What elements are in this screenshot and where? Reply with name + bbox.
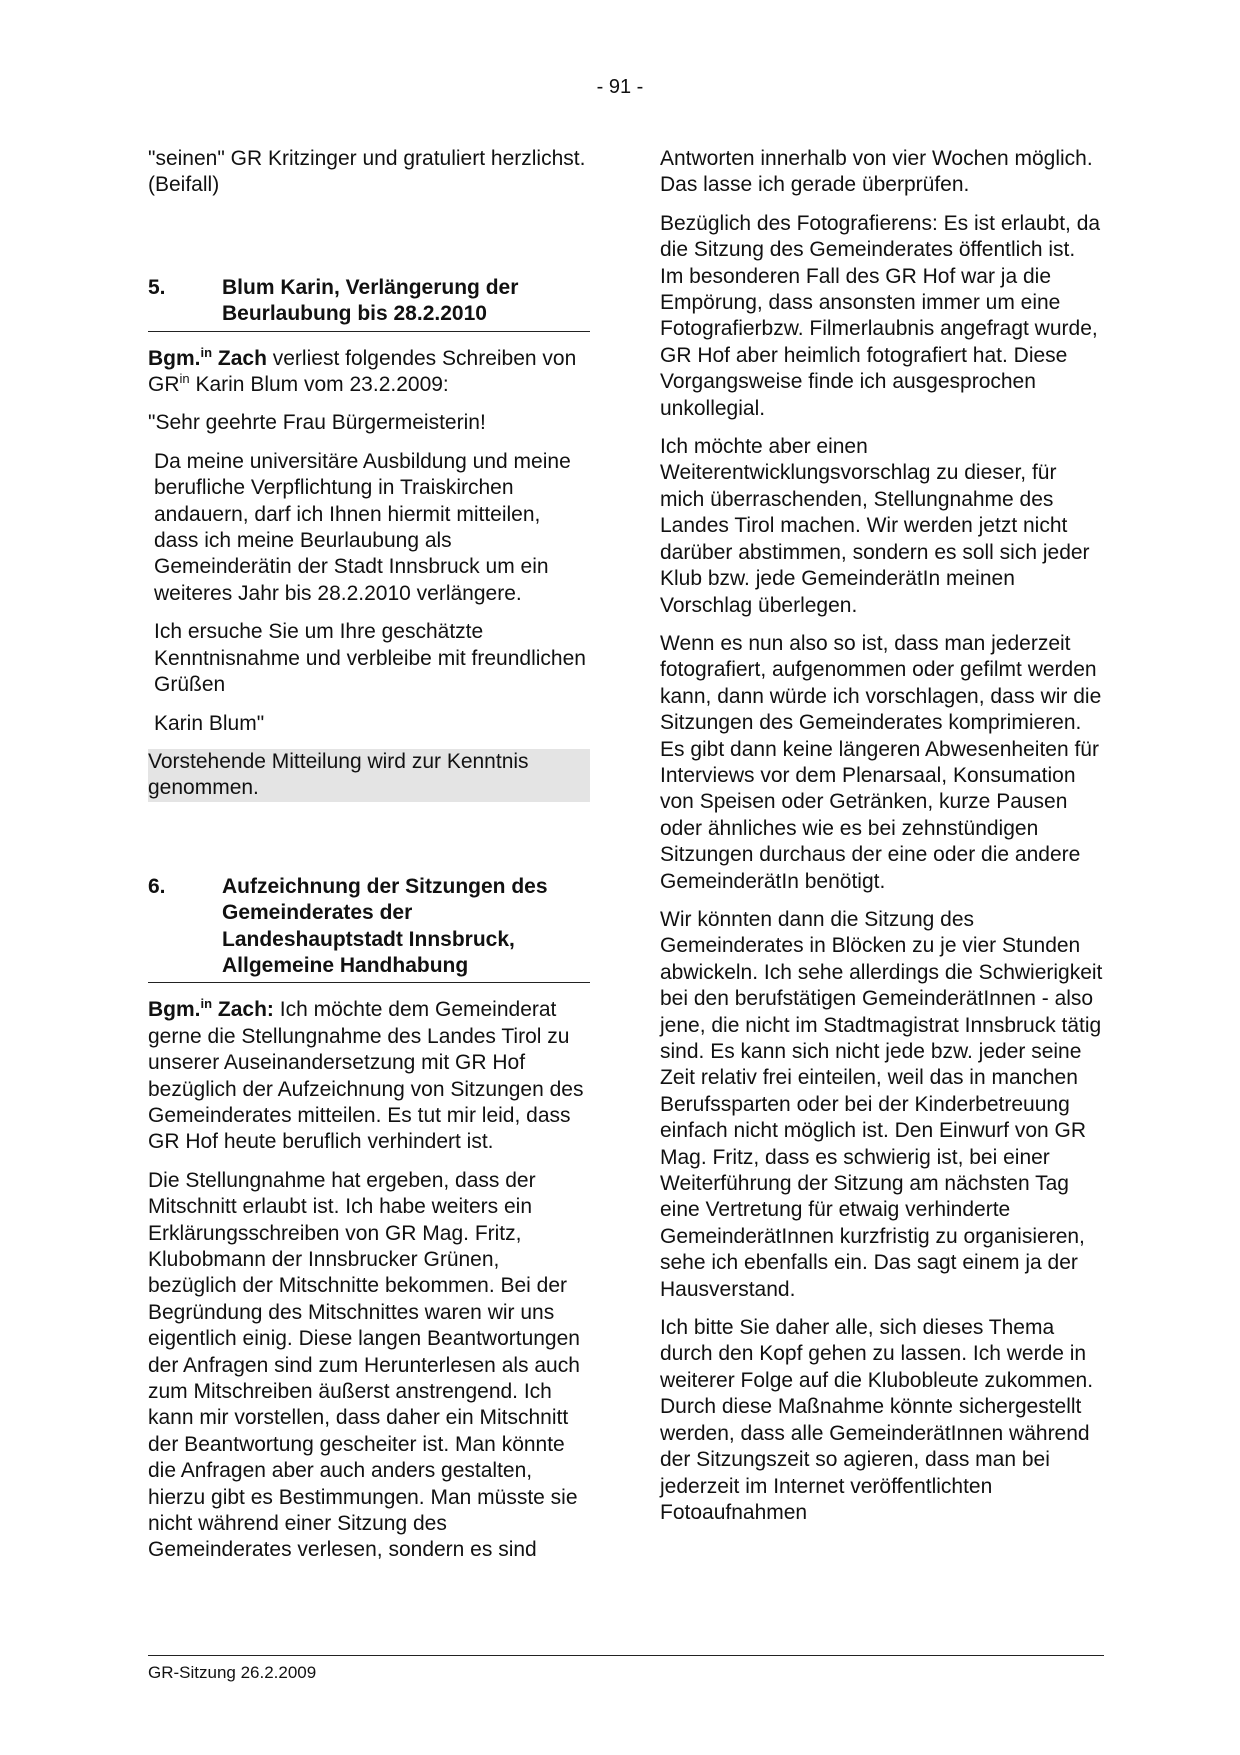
section-5-number: 5.	[148, 275, 166, 299]
speaker-name: Zach:	[217, 998, 274, 1022]
section-6-heading	[148, 874, 590, 984]
section-5-heading	[148, 275, 590, 332]
speaker-title-sup: in	[200, 996, 213, 1012]
letter-paragraph-1: Da meine universitäre Ausbildung und meine berufliche Verpflichtung in Traiskirchen andauern, darf ich Ihnen hiermit mitteilen, dass ich meine Beurlaubung als Gemeinderätin der Stadt Innsbruck um ein weiteres Jahr bis 28.2.2010 verlängere.	[154, 449, 571, 605]
speaker-title: Bgm.	[148, 998, 201, 1022]
speaker-title-sup: in	[200, 344, 213, 360]
speaker-text-b: Karin Blum vom 23.2.2009:	[189, 373, 449, 397]
intro-paragraph: "seinen" GR Kritzinger und gratuliert herzlichst. (Beifall)	[148, 147, 586, 197]
right-paragraph-2: Bezüglich des Fotografierens: Es ist erlaubt, da die Sitzung des Gemeinderates öffentlich ist. Im besonderen Fall des GR Hof war ja die Empörung, dass ansonsten immer um eine Fotografierbzw. Filmerlaubnis angefragt wurde, GR Hof aber heimlich fotografiert hat. Diese Vorgangsweise finde ich ausgesprochen unkollegial.	[660, 211, 1101, 420]
speaker-name: Zach	[217, 346, 267, 370]
section-6-paragraph-1	[148, 997, 590, 1155]
footer-divider	[148, 1655, 1104, 1656]
right-paragraph-5: Wir könnten dann die Sitzung des Gemeinderates in Blöcken zu je vier Stunden abwickeln. Ich sehe allerdings die Schwierigkeit bei den berufstätigen GemeinderätInnen - also jene, die nicht im Stadtmagistrat Innsbruck tätig sind. Es kann sich nicht jede bzw. jeder seine Zeit relativ frei einteilen, weil das in manchen Berufssparten oder bei der Kinderbetreuung einfach nicht möglich ist. Den Einwurf von GR Mag. Fritz, dass es schwierig ist, bei einer Weiterführung der Sitzung am nächsten Tag eine Vertretung für etwaig verhinderte GemeinderätInnen kurzfristig zu organisieren, sehe ich ebenfalls ein. Das sagt einem ja der Hausverstand.	[660, 907, 1103, 1301]
speaker-title: Bgm.	[148, 346, 201, 370]
right-column	[660, 146, 1104, 1538]
letter-signature: Karin Blum"	[154, 711, 265, 735]
section-5-title: Blum Karin, Verlängerung der Beurlaubung bis 28.2.2010	[222, 275, 519, 326]
section-6-paragraph-1-text: Ich möchte dem Gemeinderat gerne die Stellungnahme des Landes Tirol zu unserer Auseinandersetzung mit GR Hof bezüglich der Aufzeichnung von Sitzungen des Gemeinderates mitteilen. Es tut mir leid, dass GR Hof heute beruflich verhindert ist.	[148, 998, 584, 1154]
right-paragraph-1: Antworten innerhalb von vier Wochen möglich. Das lasse ich gerade überprüfen.	[660, 147, 1093, 197]
page-number: - 91 -	[596, 76, 644, 98]
right-paragraph-6: Ich bitte Sie daher alle, sich dieses Thema durch den Kopf gehen zu lassen. Ich werde in weiterer Folge auf die Klubobleute zukommen. Durch diese Maßnahme könnte sichergestellt werden, dass alle GemeinderätInnen während der Sitzungszeit so agieren, dass man bei jederzeit im Internet veröffentlichten Fotoaufnahmen	[660, 1316, 1094, 1524]
section-6-paragraph-2: Die Stellungnahme hat ergeben, dass der Mitschnitt erlaubt ist. Ich habe weiters ein Erklärungsschreiben von GR Mag. Fritz, Klubobmann der Innsbrucker Grünen, bezüglich der Mitschnitte bekommen. Bei der Begründung des Mitschnittes waren wir uns eigentlich einig. Diese langen Beantwortungen der Anfragen sind zum Herunterlesen als auch zum Mitschreiben äußerst anstrengend. Ich kann mir vorstellen, dass daher ein Mitschnitt der Beantwortung gescheiter ist. Man könnte die Anfragen aber auch anders gestalten, hierzu gibt es Bestimmungen. Man müsste sie nicht während einer Sitzung des Gemeinderates verlesen, sondern es sind	[148, 1168, 580, 1562]
left-column	[148, 146, 590, 1576]
right-paragraph-3: Ich möchte aber einen Weiterentwicklungsvorschlag zu dieser, für mich überraschenden, Stellungnahme des Landes Tirol machen. Wir werden jetzt nicht darüber abstimmen, sondern es soll sich jeder Klub bzw. jede GemeinderätIn meinen Vorschlag überlegen.	[660, 435, 1090, 617]
letter-salutation: "Sehr geehrte Frau Bürgermeisterin!	[148, 411, 486, 435]
section-6-title: Aufzeichnung der Sitzungen des Gemeinderates der Landeshauptstadt Innsbruck, Allgemeine Handhabung	[222, 874, 548, 977]
speaker-text-a: verliest folgendes Schreiben von GR	[148, 346, 577, 397]
letter-paragraph-2: Ich ersuche Sie um Ihre geschätzte Kenntnisnahme und verbleibe mit freundlichen Grüßen	[154, 620, 586, 697]
section-5-speaker-paragraph	[148, 346, 590, 399]
gr-sup: in	[179, 371, 190, 387]
right-paragraph-4: Wenn es nun also so ist, dass man jederzeit fotografiert, aufgenommen oder gefilmt werden kann, dann würde ich vorschlagen, dass wir die Sitzungen des Gemeinderates komprimieren. Es gibt dann keine längeren Abwesenheiten für Interviews vor dem Plenarsaal, Konsumation von Speisen oder Getränken, kurze Pausen oder ähnliches wie es bei zehnstündigen Sitzungen durchaus der eine oder die andere GemeinderätIn benötigt.	[660, 631, 1102, 893]
decision-note: Vorstehende Mitteilung wird zur Kenntnis genommen.	[148, 749, 590, 802]
footer-text: GR-Sitzung 26.2.2009	[148, 1663, 317, 1682]
section-6-number: 6.	[148, 874, 166, 898]
